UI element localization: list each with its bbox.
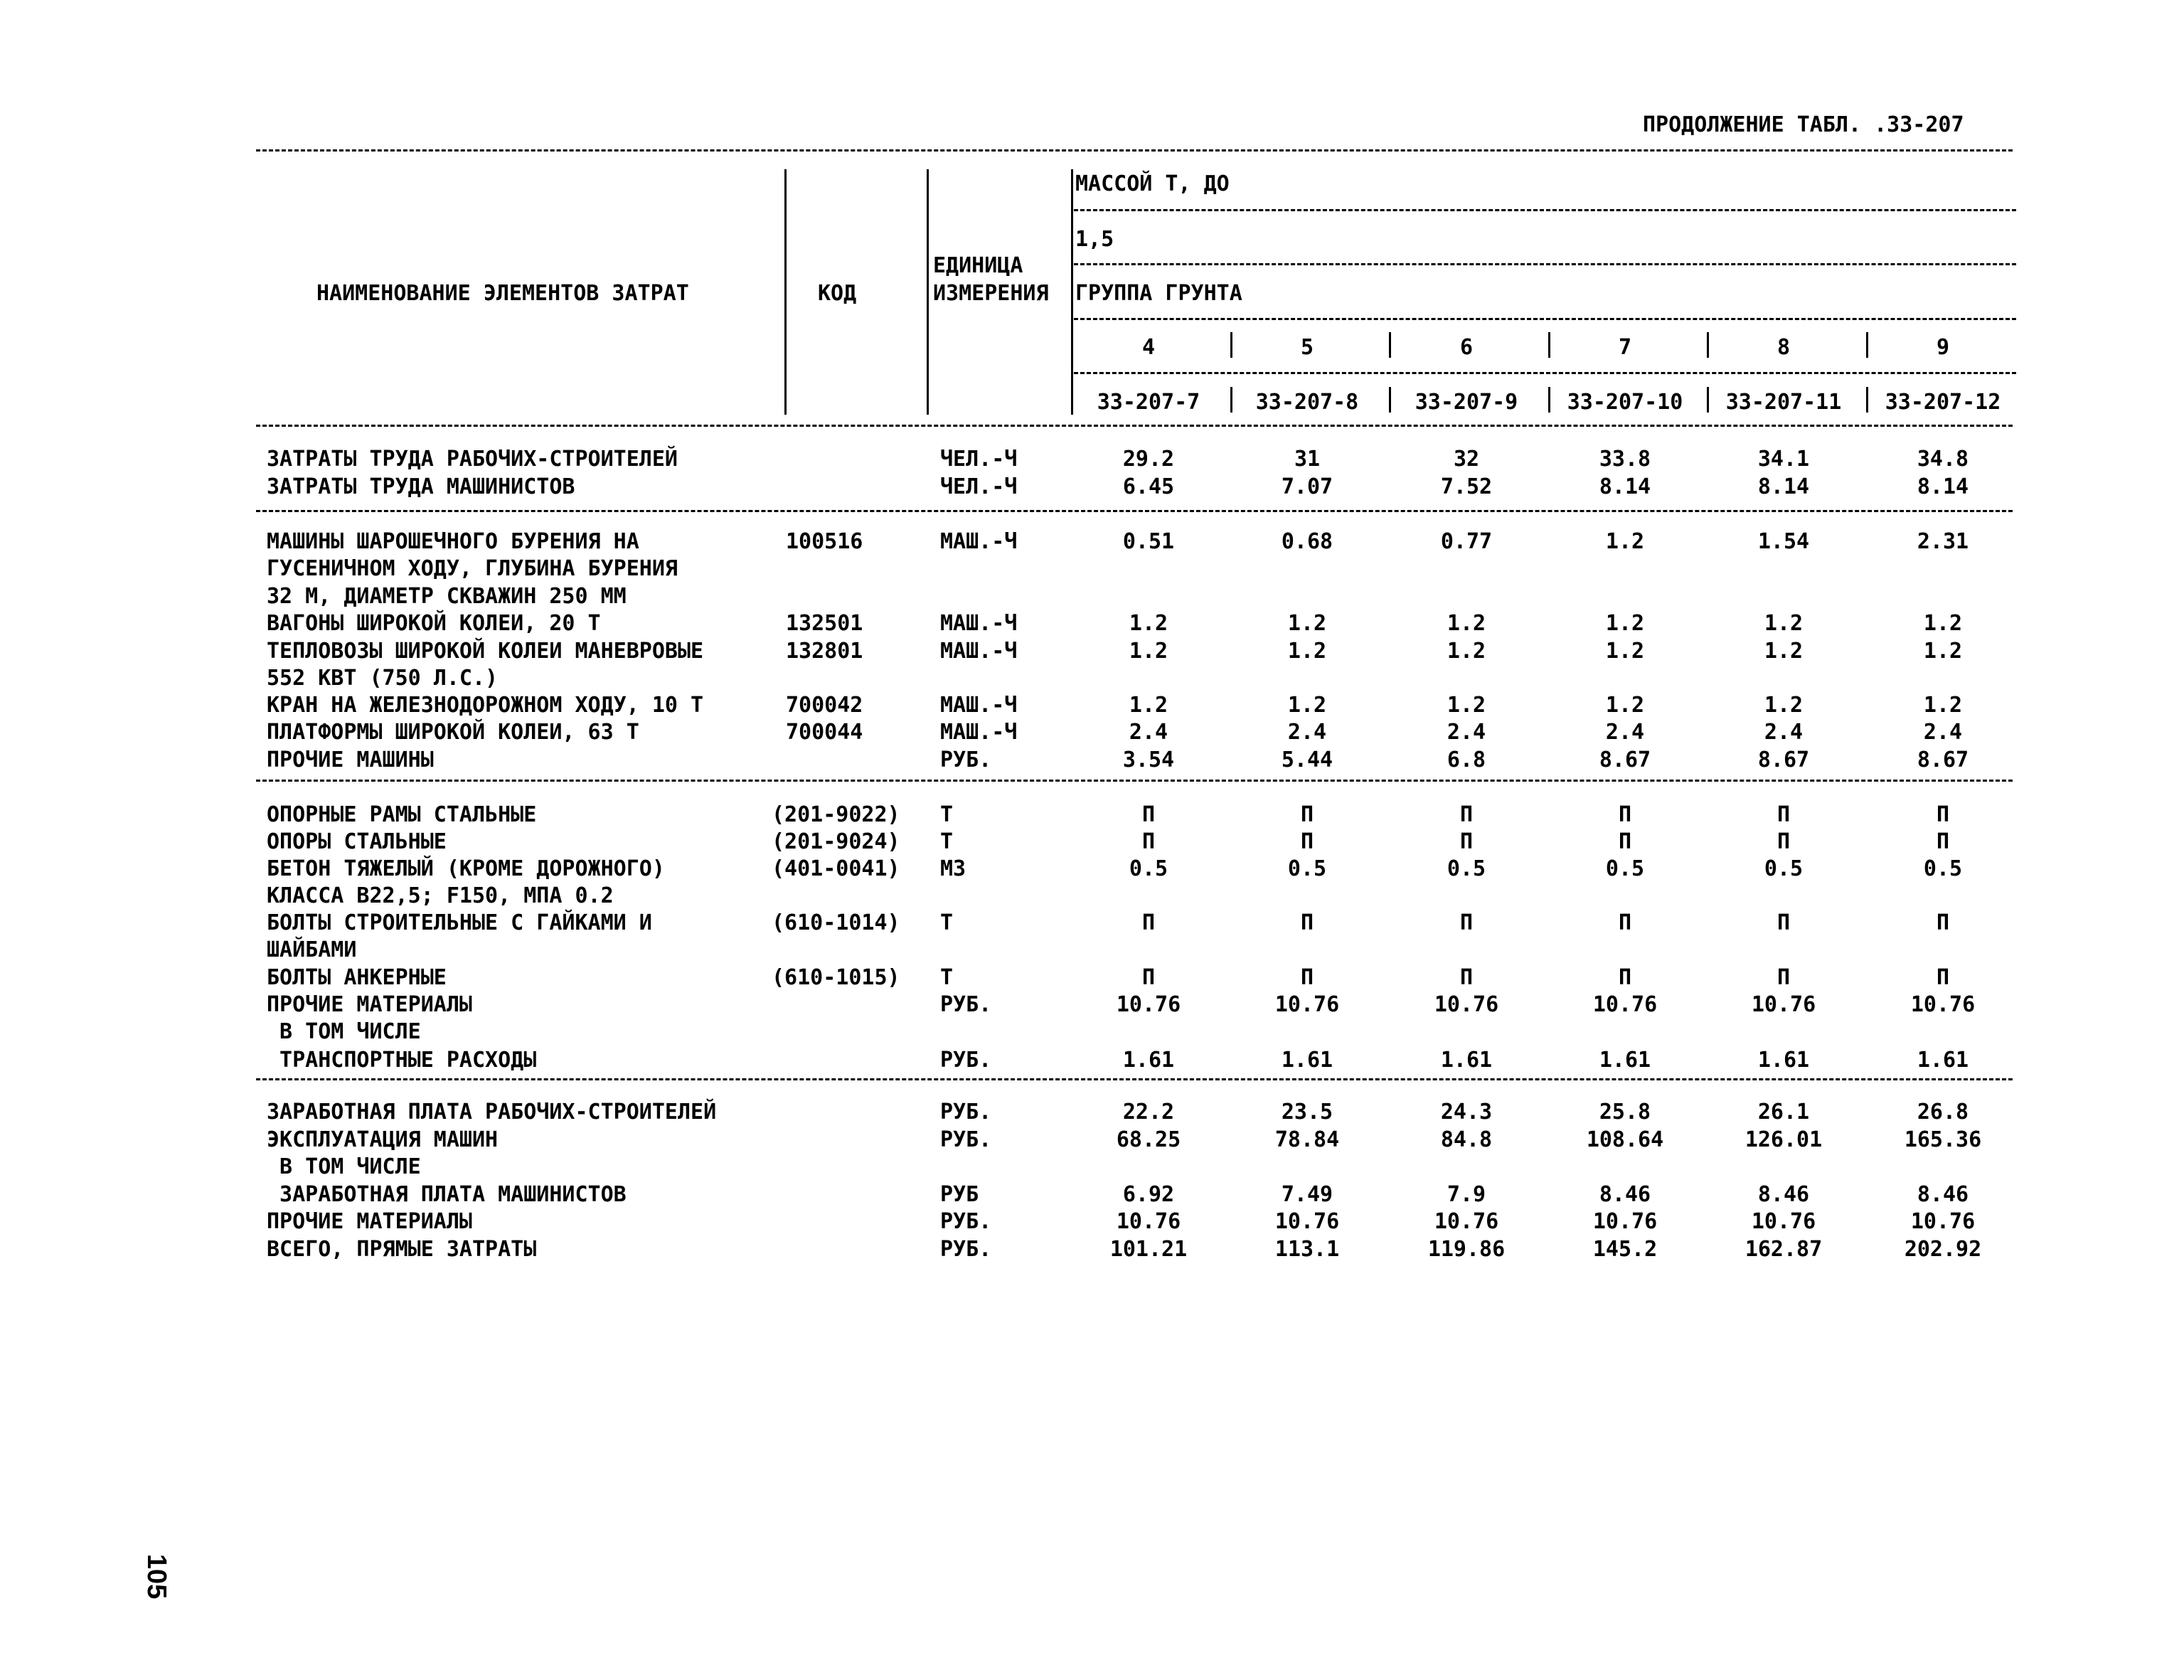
- row-value: 10.76: [1116, 1209, 1181, 1234]
- row-value: 1.61: [1757, 1048, 1810, 1073]
- row-value: 2.4: [1129, 720, 1168, 745]
- section-rule-3: [256, 1078, 2013, 1080]
- row-name: БОЛТЫ АНКЕРНЫЕ: [267, 965, 447, 990]
- row-value: П: [1618, 802, 1632, 827]
- row-value: 1.2: [1287, 611, 1327, 636]
- row-unit: ЧЕЛ.-Ч: [940, 447, 1018, 472]
- row-value: 84.8: [1440, 1127, 1493, 1152]
- row-value: 0.77: [1440, 529, 1493, 554]
- row-name: ВСЕГО, ПРЯМЫЕ ЗАТРАТЫ: [267, 1237, 537, 1262]
- row-value: П: [1618, 910, 1632, 935]
- row-value: 22.2: [1122, 1100, 1175, 1125]
- row-value: 23.5: [1281, 1100, 1333, 1125]
- row-value: 10.76: [1274, 992, 1340, 1017]
- row-value: 1.2: [1764, 639, 1804, 664]
- row-value: 108.64: [1586, 1127, 1664, 1152]
- row-unit: РУБ.: [940, 748, 992, 772]
- row-value: 0.5: [1764, 856, 1804, 881]
- row-value: 0.5: [1605, 856, 1645, 881]
- row-value: П: [1777, 829, 1791, 854]
- row-value: П: [1459, 910, 1474, 935]
- row-value: 1.2: [1764, 611, 1804, 636]
- row-value: 26.8: [1917, 1100, 1969, 1125]
- row-value: 8.67: [1757, 748, 1810, 772]
- soil-group-number: 8: [1777, 335, 1791, 360]
- row-value: 2.4: [1447, 720, 1486, 745]
- row-name: ПРОЧИЕ МАТЕРИАЛЫ: [267, 1209, 472, 1234]
- row-name: ГУСЕНИЧНОМ ХОДУ, ГЛУБИНА БУРЕНИЯ: [267, 556, 678, 582]
- row-value: 1.2: [1605, 611, 1645, 636]
- row-unit: Т: [940, 802, 954, 827]
- row-value: 1.2: [1447, 693, 1486, 718]
- row-value: 0.68: [1281, 529, 1333, 554]
- section-rule-2: [256, 780, 2013, 782]
- row-value: П: [1618, 965, 1632, 990]
- row-value: 8.67: [1917, 748, 1969, 772]
- header-code-column: КОД: [818, 281, 857, 306]
- header-soil-group-label: ГРУППА ГРУНТА: [1075, 281, 1242, 306]
- row-value: 7.49: [1281, 1182, 1333, 1207]
- row-value: 162.87: [1744, 1237, 1823, 1262]
- section-rule-1: [256, 510, 2013, 512]
- header-rule-4: [1074, 372, 2016, 374]
- header-name-column: НАИМЕНОВАНИЕ ЭЛЕМЕНТОВ ЗАТРАТ: [316, 281, 689, 306]
- row-value: П: [1300, 910, 1314, 935]
- row-value: П: [1300, 802, 1314, 827]
- row-value: 1.61: [1599, 1048, 1651, 1073]
- header-divider-2: [927, 169, 929, 415]
- row-value: 8.14: [1599, 474, 1651, 499]
- row-unit: ЧЕЛ.-Ч: [940, 474, 1018, 499]
- row-value: 2.31: [1917, 529, 1969, 554]
- row-unit: М3: [940, 856, 966, 881]
- row-code: 700044: [786, 720, 863, 745]
- row-name: ЗАРАБОТНАЯ ПЛАТА МАШИНИСТОВ: [267, 1182, 627, 1207]
- row-value: 1.2: [1287, 639, 1327, 664]
- row-value: 7.9: [1447, 1182, 1486, 1207]
- row-value: 2.4: [1764, 720, 1804, 745]
- header-rule-3: [1074, 318, 2016, 320]
- row-value: 1.2: [1129, 611, 1168, 636]
- row-value: 1.2: [1605, 639, 1645, 664]
- top-rule: [256, 149, 2013, 151]
- row-name: КРАН НА ЖЕЛЕЗНОДОРОЖНОМ ХОДУ, 10 Т: [267, 693, 704, 718]
- row-unit: Т: [940, 965, 954, 990]
- row-value: 1.2: [1129, 639, 1168, 664]
- row-code: 700042: [786, 693, 863, 718]
- row-unit: РУБ.: [940, 1100, 992, 1125]
- row-name: ТЕПЛОВОЗЫ ШИРОКОЙ КОЛЕИ МАНЕВРОВЫЕ: [267, 639, 704, 664]
- row-value: 8.14: [1757, 474, 1810, 499]
- row-value: П: [1936, 965, 1950, 990]
- header-unit-line2: ИЗМЕРЕНИЯ: [933, 281, 1049, 306]
- row-value: 165.36: [1904, 1127, 1982, 1152]
- row-value: 8.46: [1757, 1182, 1810, 1207]
- row-value: П: [1459, 802, 1474, 827]
- row-unit: МАШ.-Ч: [940, 639, 1018, 664]
- code-divider: [1866, 387, 1868, 413]
- row-name: ПРОЧИЕ МАШИНЫ: [267, 748, 434, 772]
- row-value: 7.52: [1440, 474, 1493, 499]
- row-name: БОЛТЫ СТРОИТЕЛЬНЫЕ С ГАЙКАМИ И: [267, 910, 652, 935]
- row-value: 1.2: [1447, 639, 1486, 664]
- header-mass-value: 1,5: [1075, 227, 1114, 252]
- row-value: 202.92: [1904, 1237, 1982, 1262]
- row-value: 1.2: [1923, 639, 1963, 664]
- row-value: П: [1141, 910, 1156, 935]
- row-value: П: [1459, 965, 1474, 990]
- row-name: ЗАРАБОТНАЯ ПЛАТА РАБОЧИХ-СТРОИТЕЛЕЙ: [267, 1100, 717, 1125]
- row-unit: МАШ.-Ч: [940, 720, 1018, 745]
- row-value: 78.84: [1274, 1127, 1340, 1152]
- row-name: ПЛАТФОРМЫ ШИРОКОЙ КОЛЕИ, 63 Т: [267, 720, 639, 745]
- row-unit: РУБ.: [940, 1209, 992, 1234]
- row-value: П: [1618, 829, 1632, 854]
- header-divider-1: [784, 169, 787, 415]
- row-value: 1.2: [1764, 693, 1804, 718]
- row-value: П: [1141, 965, 1156, 990]
- row-value: 10.76: [1751, 992, 1816, 1017]
- code-divider: [1707, 387, 1709, 413]
- soil-group-number: 6: [1459, 335, 1474, 360]
- row-value: 26.1: [1757, 1100, 1810, 1125]
- row-value: 10.76: [1434, 1209, 1499, 1234]
- row-value: 6.8: [1447, 748, 1486, 772]
- row-name: В ТОМ ЧИСЛЕ: [267, 1154, 421, 1180]
- row-value: 1.2: [1129, 693, 1168, 718]
- group-divider: [1389, 332, 1391, 358]
- header-rule-1: [1074, 209, 2016, 211]
- group-divider: [1230, 332, 1232, 358]
- table-continuation-label: ПРОДОЛЖЕНИЕ ТАБЛ. .33-207: [1643, 112, 1964, 137]
- row-name: МАШИНЫ ШАРОШЕЧНОГО БУРЕНИЯ НА: [267, 529, 639, 554]
- row-value: 0.5: [1287, 856, 1327, 881]
- row-value: 10.76: [1751, 1209, 1816, 1234]
- row-value: П: [1936, 910, 1950, 935]
- row-name: 552 КВТ (750 Л.С.): [267, 666, 499, 691]
- row-name: ТРАНСПОРТНЫЕ РАСХОДЫ: [267, 1048, 537, 1073]
- row-value: П: [1936, 829, 1950, 854]
- row-value: 1.2: [1923, 611, 1963, 636]
- row-unit: РУБ: [940, 1182, 979, 1207]
- code-divider: [1230, 387, 1232, 413]
- row-name: КЛАССА В22,5; F150, МПА 0.2: [267, 883, 614, 909]
- row-name: ШАЙБАМИ: [267, 937, 357, 963]
- row-value: 25.8: [1599, 1100, 1651, 1125]
- row-value: П: [1936, 802, 1950, 827]
- row-unit: РУБ.: [940, 1237, 992, 1262]
- row-unit: МАШ.-Ч: [940, 529, 1018, 554]
- header-rule-2: [1074, 263, 2016, 265]
- row-value: 1.61: [1440, 1048, 1493, 1073]
- row-value: 0.5: [1447, 856, 1486, 881]
- row-value: 24.3: [1440, 1100, 1493, 1125]
- row-value: 126.01: [1744, 1127, 1823, 1152]
- row-code: 132801: [786, 639, 863, 664]
- row-name: ЭКСПЛУАТАЦИЯ МАШИН: [267, 1127, 499, 1152]
- code-divider: [1389, 387, 1391, 413]
- soil-group-number: 7: [1618, 335, 1632, 360]
- norm-code: 33-207-8: [1255, 390, 1359, 415]
- row-code: (201-9022): [772, 802, 900, 827]
- header-mass-label: МАССОЙ Т, ДО: [1075, 171, 1230, 196]
- row-value: 6.45: [1122, 474, 1175, 499]
- row-name: 32 М, ДИАМЕТР СКВАЖИН 250 ММ: [267, 583, 627, 609]
- row-unit: РУБ.: [940, 1048, 992, 1073]
- row-value: 1.61: [1122, 1048, 1175, 1073]
- norm-code: 33-207-12: [1885, 390, 2001, 415]
- header-bottom-rule: [256, 425, 2013, 427]
- row-value: 8.46: [1917, 1182, 1969, 1207]
- row-value: П: [1141, 829, 1156, 854]
- row-unit: МАШ.-Ч: [940, 693, 1018, 718]
- row-value: 8.14: [1917, 474, 1969, 499]
- row-value: 0.5: [1129, 856, 1168, 881]
- row-name: БЕТОН ТЯЖЕЛЫЙ (КРОМЕ ДОРОЖНОГО): [267, 856, 665, 881]
- row-name: ЗАТРАТЫ ТРУДА РАБОЧИХ-СТРОИТЕЛЕЙ: [267, 447, 678, 472]
- row-value: П: [1300, 965, 1314, 990]
- row-value: 1.2: [1287, 693, 1327, 718]
- group-divider: [1866, 332, 1868, 358]
- row-value: 31: [1294, 447, 1321, 472]
- row-value: 1.61: [1281, 1048, 1333, 1073]
- row-value: 1.54: [1757, 529, 1810, 554]
- row-unit: Т: [940, 910, 954, 935]
- row-value: 32: [1453, 447, 1480, 472]
- row-name: ОПОРЫ СТАЛЬНЫЕ: [267, 829, 447, 854]
- row-name: В ТОМ ЧИСЛЕ: [267, 1019, 421, 1045]
- norm-code: 33-207-11: [1725, 390, 1842, 415]
- row-code: (201-9024): [772, 829, 900, 854]
- row-value: 5.44: [1281, 748, 1333, 772]
- soil-group-number: 4: [1141, 335, 1156, 360]
- row-value: П: [1777, 802, 1791, 827]
- code-divider: [1548, 387, 1550, 413]
- row-value: 0.5: [1923, 856, 1963, 881]
- soil-group-number: 5: [1300, 335, 1314, 360]
- row-value: 1.2: [1605, 693, 1645, 718]
- norm-code: 33-207-7: [1097, 390, 1200, 415]
- row-value: 3.54: [1122, 748, 1175, 772]
- row-unit: МАШ.-Ч: [940, 611, 1018, 636]
- row-name: ОПОРНЫЕ РАМЫ СТАЛЬНЫЕ: [267, 802, 537, 827]
- row-value: 68.25: [1116, 1127, 1181, 1152]
- row-value: 10.76: [1274, 1209, 1340, 1234]
- row-value: П: [1141, 802, 1156, 827]
- row-value: 113.1: [1274, 1237, 1340, 1262]
- row-unit: РУБ.: [940, 992, 992, 1017]
- header-divider-3: [1071, 169, 1073, 415]
- norm-code: 33-207-10: [1567, 390, 1683, 415]
- row-value: 1.2: [1923, 693, 1963, 718]
- soil-group-number: 9: [1936, 335, 1950, 360]
- row-value: 10.76: [1592, 992, 1658, 1017]
- row-value: 145.2: [1592, 1237, 1658, 1262]
- row-value: 7.07: [1281, 474, 1333, 499]
- row-value: 29.2: [1122, 447, 1175, 472]
- row-name: ЗАТРАТЫ ТРУДА МАШИНИСТОВ: [267, 474, 575, 499]
- row-code: 100516: [786, 529, 863, 554]
- page-number: 105: [142, 1553, 172, 1600]
- row-value: 10.76: [1910, 992, 1976, 1017]
- row-value: П: [1777, 910, 1791, 935]
- row-value: П: [1777, 965, 1791, 990]
- group-divider: [1548, 332, 1550, 358]
- row-value: 10.76: [1592, 1209, 1658, 1234]
- row-value: 10.76: [1116, 992, 1181, 1017]
- row-unit: Т: [940, 829, 954, 854]
- row-value: 2.4: [1287, 720, 1327, 745]
- row-unit: РУБ.: [940, 1127, 992, 1152]
- row-value: 8.46: [1599, 1182, 1651, 1207]
- row-value: 33.8: [1599, 447, 1651, 472]
- row-value: 1.61: [1917, 1048, 1969, 1073]
- row-name: ПРОЧИЕ МАТЕРИАЛЫ: [267, 992, 472, 1017]
- row-code: (610-1014): [772, 910, 900, 935]
- row-code: (610-1015): [772, 965, 900, 990]
- row-value: 0.51: [1122, 529, 1175, 554]
- row-value: 101.21: [1109, 1237, 1188, 1262]
- row-value: 34.8: [1917, 447, 1969, 472]
- row-value: 2.4: [1605, 720, 1645, 745]
- group-divider: [1707, 332, 1709, 358]
- row-value: 2.4: [1923, 720, 1963, 745]
- row-name: ВАГОНЫ ШИРОКОЙ КОЛЕИ, 20 Т: [267, 611, 601, 636]
- row-value: П: [1459, 829, 1474, 854]
- row-code: (401-0041): [772, 856, 900, 881]
- row-value: П: [1300, 829, 1314, 854]
- row-value: 6.92: [1122, 1182, 1175, 1207]
- row-value: 10.76: [1434, 992, 1499, 1017]
- row-value: 119.86: [1427, 1237, 1506, 1262]
- row-value: 1.2: [1605, 529, 1645, 554]
- row-value: 10.76: [1910, 1209, 1976, 1234]
- row-value: 34.1: [1757, 447, 1810, 472]
- header-unit-line1: ЕДИНИЦА: [933, 253, 1023, 278]
- row-code: 132501: [786, 611, 863, 636]
- row-value: 1.2: [1447, 611, 1486, 636]
- row-value: 8.67: [1599, 748, 1651, 772]
- norm-code: 33-207-9: [1415, 390, 1518, 415]
